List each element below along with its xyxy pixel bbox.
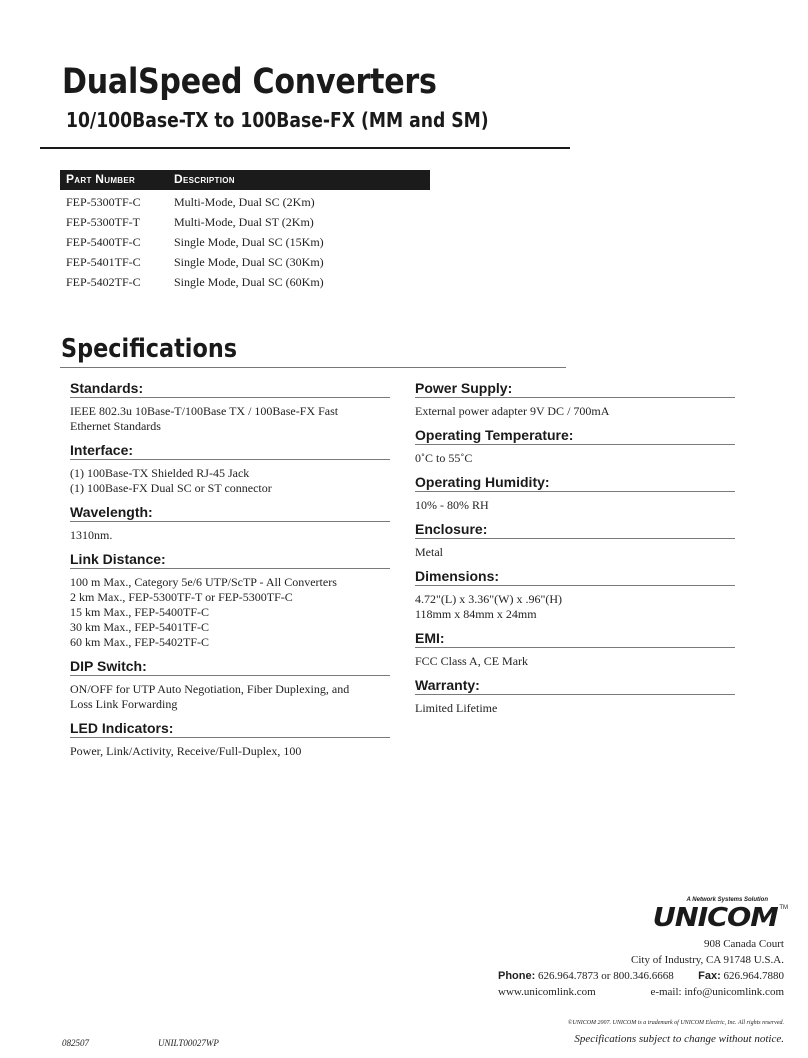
spec-heading: Dimensions: [415, 568, 735, 586]
spec-enclosure [415, 521, 735, 560]
spec-heading: Link Distance: [70, 551, 390, 569]
website-link[interactable]: www.unicomlink.com [498, 986, 596, 998]
spec-value: 10% - 80% RH [415, 498, 489, 512]
description-cell: Single Mode, Dual SC (30Km) [174, 255, 324, 269]
spec-value: 4.72"(L) x 3.36"(W) x .96"(H) [415, 592, 562, 606]
phone-line [498, 970, 674, 982]
spec-value: 1310nm. [70, 528, 113, 542]
specs-left-column [70, 380, 390, 767]
spec-value: 60 km Max., FEP-5402TF-C [70, 635, 210, 649]
spec-operating-humidity [415, 474, 735, 513]
spec-interface [70, 442, 390, 496]
footer-document-code: UNILT00027WP [158, 1038, 219, 1048]
spec-heading: Warranty: [415, 677, 735, 695]
logo-tagline: A Network Systems Solution [686, 897, 768, 903]
spec-led-indicators [70, 720, 390, 759]
spec-value: External power adapter 9V DC / 700mA [415, 404, 610, 418]
spec-value: IEEE 802.3u 10Base-T/100Base TX / 100Base-FX Fast [70, 404, 339, 418]
spec-heading: EMI: [415, 630, 735, 648]
spec-heading: Wavelength: [70, 504, 390, 522]
parts-table-header [60, 170, 430, 190]
spec-value: Power, Link/Activity, Receive/Full-Duplex, 100 [70, 744, 302, 758]
spec-value: Metal [415, 545, 443, 559]
spec-wavelength [70, 504, 390, 543]
fax-label: Fax: [698, 970, 721, 982]
spec-heading: Power Supply: [415, 380, 735, 398]
address-city: City of Industry, CA 91748 U.S.A. [631, 954, 784, 966]
spec-heading: Operating Temperature: [415, 427, 735, 445]
part-number-cell: FEP-5402TF-C [66, 275, 141, 289]
copyright-notice: ©UNICOM 2007. UNICOM is a trademark of UNICOM Electric, Inc. All rights reserved. [567, 1020, 784, 1026]
description-cell: Multi-Mode, Dual SC (2Km) [174, 195, 315, 209]
specs-right-column [415, 380, 735, 724]
spec-change-notice: Specifications subject to change without notice. [574, 1033, 784, 1045]
specifications-divider [60, 367, 566, 368]
spec-value: 118mm x 84mm x 24mm [415, 607, 537, 621]
description-cell: Single Mode, Dual SC (15Km) [174, 235, 324, 249]
spec-heading: Operating Humidity: [415, 474, 735, 492]
spec-heading: Interface: [70, 442, 390, 460]
logo-wordmark: UNICOM [653, 903, 778, 933]
spec-dimensions [415, 568, 735, 622]
page-title: DualSpeed Converters [62, 62, 437, 102]
description-cell: Multi-Mode, Dual ST (2Km) [174, 215, 314, 229]
spec-value: 100 m Max., Category 5e/6 UTP/ScTP - All Converters [70, 575, 337, 589]
email-link[interactable]: e-mail: info@unicomlink.com [650, 986, 784, 998]
spec-value: Loss Link Forwarding [70, 697, 178, 711]
spec-emi [415, 630, 735, 669]
spec-value: 0˚C to 55˚C [415, 451, 473, 465]
spec-dip-switch [70, 658, 390, 712]
spec-link-distance [70, 551, 390, 650]
spec-operating-temperature [415, 427, 735, 466]
part-number-cell: FEP-5400TF-C [66, 235, 141, 249]
footer-date-code: 082507 [62, 1038, 89, 1048]
spec-heading: LED Indicators: [70, 720, 390, 738]
part-number-cell: FEP-5300TF-C [66, 195, 141, 209]
fax-number: 626.964.7880 [723, 970, 784, 982]
spec-value: Limited Lifetime [415, 701, 498, 715]
phone-number: 626.964.7873 or 800.346.6668 [538, 970, 674, 982]
spec-value: 2 km Max., FEP-5300TF-T or FEP-5300TF-C [70, 590, 293, 604]
spec-warranty [415, 677, 735, 716]
specifications-heading: Specifications [61, 334, 238, 364]
spec-heading: DIP Switch: [70, 658, 390, 676]
spec-value: (1) 100Base-TX Shielded RJ-45 Jack [70, 466, 250, 480]
page-subtitle: 10/100Base-TX to 100Base-FX (MM and SM) [66, 108, 489, 132]
fax-line [698, 970, 784, 982]
phone-label: Phone: [498, 970, 536, 982]
part-number-cell: FEP-5401TF-C [66, 255, 141, 269]
title-divider [40, 147, 570, 149]
spec-value: 15 km Max., FEP-5400TF-C [70, 605, 210, 619]
address-street: 908 Canada Court [703, 938, 784, 950]
spec-value: ON/OFF for UTP Auto Negotiation, Fiber Duplexing, and [70, 682, 350, 696]
spec-heading: Enclosure: [415, 521, 735, 539]
spec-power-supply [415, 380, 735, 419]
part-number-cell: FEP-5300TF-T [66, 215, 141, 229]
company-logo [638, 897, 788, 933]
spec-value: Ethernet Standards [70, 419, 161, 433]
trademark-mark: TM [779, 905, 788, 911]
spec-value: (1) 100Base-FX Dual SC or ST connector [70, 481, 272, 495]
column-header-description: Description [174, 172, 235, 186]
spec-value: FCC Class A, CE Mark [415, 654, 529, 668]
spec-standards [70, 380, 390, 434]
column-header-part-number: Part Number [66, 172, 136, 186]
spec-heading: Standards: [70, 380, 390, 398]
spec-value: 30 km Max., FEP-5401TF-C [70, 620, 210, 634]
description-cell: Single Mode, Dual SC (60Km) [174, 275, 324, 289]
